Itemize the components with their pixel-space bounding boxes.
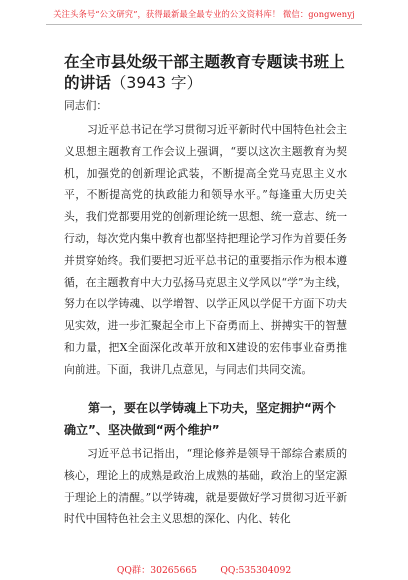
footer-contact: QQ群：30265665 QQ:535304092 xyxy=(116,565,292,576)
body-paragraph: 习近平总书记在学习贯彻习近平新时代中国特色社会主义思想主题教育工作会议上强调，“要以这次主题教育为契机，加强党的创新理论武装，不断提高全党马克思主义水平，不断提高党的执政能力和领导水平。”每逢重大历史关头，我们党都要用党的创新理论统一思想、统一意志、统一行动，每次党内集中教育也都坚持把理论学习作为首要任务并贯穿始终。我们要把习近平总书记的重要指示作为根本遵循，在主题教育中大力弘扬马克思主义学风以“学”为主线，努力在以学铸魂、以学增智、以学正风以学促干方面下功夫见实效，进一步汇聚起全市上下奋勇而上、拼搏实干的智慧和力量，把X全面深化改革开放和X建设的宏伟事业奋勇推向前进。下面，我讲几点意见，与同志们共同交流。 xyxy=(64,123,347,376)
title-text: 在全市县处级干部主题教育专题读书班上的讲话 xyxy=(64,53,345,92)
body-paragraph: 习近平总书记指出，“理论修养是领导干部综合素质的核心，理论上的成熟是政治上成熟的基础，政治上的坚定源于理论上的清醒。”以学铸魂，就是要做好学习贯彻习近平新时代中国特色社会主义思想的深化、内化、转化 xyxy=(64,447,347,526)
section-heading: 第一，要在以学铸魂上下功夫，坚定拥护“两个确立”、坚决做到“两个维护” xyxy=(64,401,336,437)
header-banner: 关注头条号“公文研究”，获得最新最全最专业的公文资料库！ 微信：gongwenyj xyxy=(46,8,362,25)
word-count: （3943 字） xyxy=(110,74,203,92)
salutation: 同志们： xyxy=(64,99,108,112)
document-title xyxy=(64,52,354,94)
